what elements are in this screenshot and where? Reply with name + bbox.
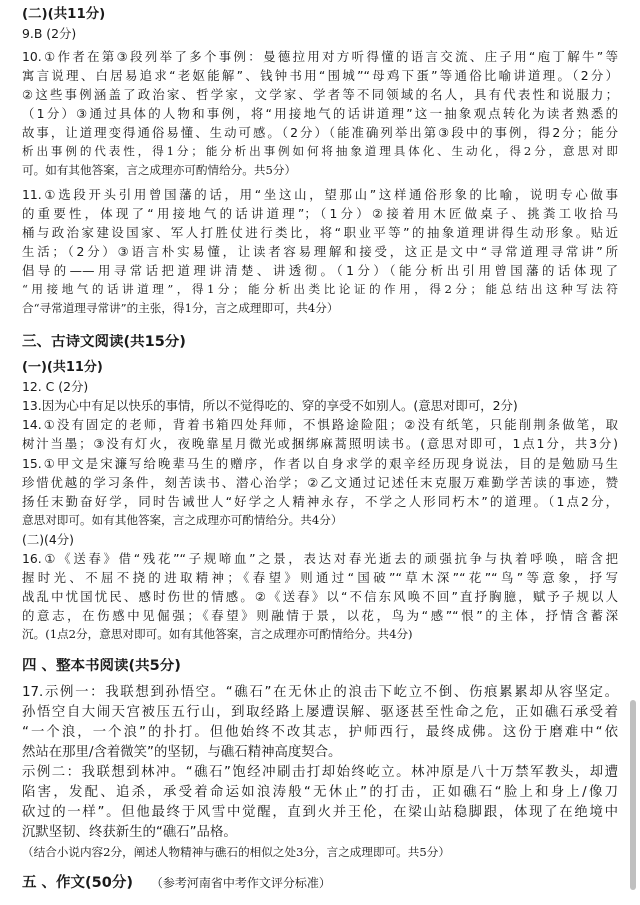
answer-10-line-2: 寓言说理、白居易追求“老妪能解”、钱钟书用“围城”“母鸡下蛋”等通俗比喻讲道理。（2分） xyxy=(22,68,618,83)
answer-17-ex1-line-3: “一个浪，一个浪”的扑打。但他始终不改其志，护师西行，最终成佛。这份于磨难中“依 xyxy=(22,725,618,740)
section-5-header: 五 、作文(50分) xyxy=(22,875,133,891)
section-2-header: (二)(共11分) xyxy=(22,7,106,22)
answer-17-ex2-line-1: 示例二：我联想到林冲。“礁石”饱经冲刷击打却始终屹立。林冲原是八十万禁军教头，却遭 xyxy=(22,765,618,780)
answer-10-line-1: 10.①作者在第③段列举了多个事例：曼德拉用对方听得懂的语言交流、庄子用“庖丁解牛”等 xyxy=(22,49,618,64)
answer-16-line-2: 握时光、不屈不挠的进取精神；《春望》则通过“国破”“草木深”“花”“鸟”等意象，抒写 xyxy=(22,570,618,585)
answer-16-line-3: 战乱中忧国忧民、感时伤世的情感。②《送春》以“不信东风唤不回”直抒胸臆，赋予子规以人 xyxy=(22,589,618,604)
section-3-header: 三、古诗文阅读(共15分) xyxy=(22,334,186,350)
answer-17-ex1-line-1: 17.示例一：我联想到孙悟空。“礁石”在无休止的浪击下屹立不倒、伤痕累累却从容坚定。 xyxy=(22,685,618,700)
answer-17-scoring-note: （结合小说内容2分，阐述人物精神与礁石的相似之处3分，言之成理即可。共5分） xyxy=(22,845,450,859)
answer-11-line-3: 桶与政治家建设国家、军人打胜仗进行类比，将“职业平等”的抽象道理讲得生动形象。贴近 xyxy=(22,225,618,240)
answer-15-line-1: 15.①甲文是宋濂写给晚辈马生的赠序，作者以自身求学的艰辛经历现身说法，目的是勉励马生 xyxy=(22,456,618,471)
answer-11-line-1: 11.①选段开头引用曾国藩的话，用“坐这山，望那山”这样通俗形象的比喻，说明专心做事 xyxy=(22,187,618,202)
answer-17-ex1-line-4: 然站在那里/含着微笑”的坚韧，与礁石精神高度契合。 xyxy=(22,745,342,760)
answer-13: 13.因为心中有足以快乐的事情，所以不觉得吃的、穿的享受不如别人。(意思对即可，2分) xyxy=(22,398,518,413)
answer-17-ex2-line-2: 陷害，发配、追杀，承受着命运如浪涛般“无休止”的打击，正如礁石“脸上和身上/像刀 xyxy=(22,785,618,800)
section-3-part-1-header: (一)(共11分) xyxy=(22,360,103,375)
answer-10-line-7: 可。如有其他答案，言之成理亦可酌情给分。共5分） xyxy=(22,163,297,177)
answer-10-line-3: ②这些事例涵盖了政治家、哲学家，文学家、学者等不同领域的名人，具有代表性和说服力； xyxy=(22,87,618,102)
answer-11-line-4: 生活；（2分）③语言朴实易懂，让读者容易理解和接受，这正是文中“寻常道理寻常讲”所 xyxy=(22,244,618,259)
answer-17-ex2-line-4: 沉默坚韧、终获新生的“礁石”品格。 xyxy=(22,825,237,840)
answer-15-line-3: 扬任末勤奋好学，同时告诫世人“好学之人精神永存，不学之人形同朽木”的道理。（1点2分， xyxy=(22,494,618,509)
answer-15-line-2: 珍惜优越的学习条件，刻苦读书、潜心治学；②乙文通过记述任末克服万难勤学苦读的事迹，赞 xyxy=(22,475,618,490)
answer-11-line-2: 的重要性，体现了“用接地气的话讲道理”；（1分）②接着用木匠做桌子、挑粪工收拾马 xyxy=(22,206,618,221)
answer-9: 9.B (2分) xyxy=(22,26,77,41)
answer-10-line-5: 故事，让道理变得通俗易懂、生动可感。（2分）（能准确列举出第③段中的事例，得2分；能分 xyxy=(22,125,618,140)
answer-11-line-7: 合“寻常道理寻常讲”的主张，得1分，言之成理即可，共4分） xyxy=(22,301,339,315)
answer-16-line-4: 的意志，在伤感中见倔强；《春望》则融情于景，以花，鸟为“感”“恨”的主体，抒情含蓄深 xyxy=(22,608,618,623)
section-5-note: （参考河南省中考作文评分标准） xyxy=(150,876,331,890)
section-4-header: 四 、整本书阅读(共5分) xyxy=(22,658,181,674)
answer-14-line-1: 14.①没有固定的老师，背着书箱四处拜师，不惧路途险阻；②没有纸笔，只能削荆条做笔，取 xyxy=(22,417,618,432)
answer-14-line-2: 树汁当墨；③没有灯火，夜晚靠星月微光或捆绑麻蒿照明读书。(意思对即可，1点1分，共3分) xyxy=(22,436,618,451)
answer-17-ex1-line-2: 孙悟空自大闹天宫被压五行山，到取经路上屡遭误解、驱逐甚至性命之危，正如礁石承受着 xyxy=(22,705,618,720)
answer-10-line-4: （1分）③通过具体的人物和事例，将“用接地气的话讲道理”这一抽象观点转化为读者熟悉的 xyxy=(22,106,618,121)
answer-16-line-5: 沉。(1点2分，意思对即可。如有其他答案，言之成理亦可酌情给分。共4分) xyxy=(22,627,413,641)
answer-11-line-6: “用接地气的话讲道理”，得1分；能分析出类比论证的作用，得2分；能总结出这种写法符 xyxy=(22,282,618,296)
answer-11-line-5: 倡导的——用寻常话把道理讲清楚、讲透彻。（1分）（能分析出引用曾国藩的话体现了 xyxy=(22,263,618,278)
answer-16-line-1: 16.①《送春》借“残花”“子规啼血”之景，表达对春光逝去的顽强抗争与执着呼唤，暗含把 xyxy=(22,551,618,566)
answer-17-ex2-line-3: 砍过的一样”。但他最终于风雪中觉醒，直到火并王伦，在梁山站稳脚跟，体现了在绝境中 xyxy=(22,805,618,820)
section-5-row xyxy=(22,874,618,892)
answer-15-line-4: 意思对即可。如有其他答案，言之成理亦可酌情给分。共4分） xyxy=(22,513,343,527)
answer-10-line-6: 析出事例的代表性，得1分；能分析出事例如何将抽象道理具体化、生动化，得2分，意思对即 xyxy=(22,144,618,158)
section-3-part-2-header: (二)(4分) xyxy=(22,532,75,547)
scrollbar-thumb[interactable] xyxy=(630,700,636,890)
answer-12: 12. C (2分) xyxy=(22,379,89,394)
